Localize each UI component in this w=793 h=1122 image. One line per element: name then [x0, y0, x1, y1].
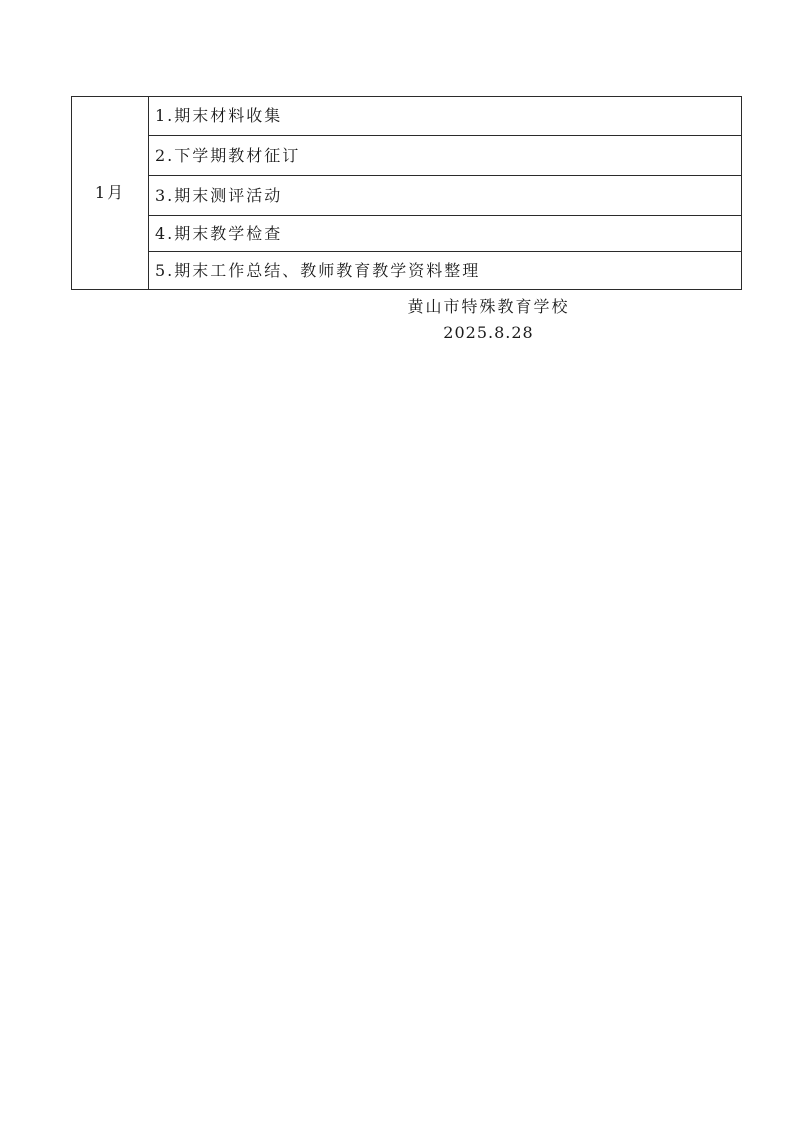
month-cell: 1月: [72, 97, 149, 290]
table-row: [72, 252, 742, 290]
task-item: 3.期末测评活动: [149, 176, 742, 216]
table-row: [72, 216, 742, 252]
schedule-table: [71, 96, 742, 290]
task-item: 5.期末工作总结、教师教育教学资料整理: [149, 252, 742, 290]
task-item: 4.期末教学检查: [149, 216, 742, 252]
table-row: [72, 97, 742, 136]
task-item: 2.下学期教材征订: [149, 136, 742, 176]
table-row: [72, 136, 742, 176]
task-item: 1.期末材料收集: [149, 97, 742, 136]
table-row: [72, 176, 742, 216]
signature-organization: 黄山市特殊教育学校: [407, 297, 570, 316]
signature-date: 2025.8.28: [443, 323, 534, 342]
